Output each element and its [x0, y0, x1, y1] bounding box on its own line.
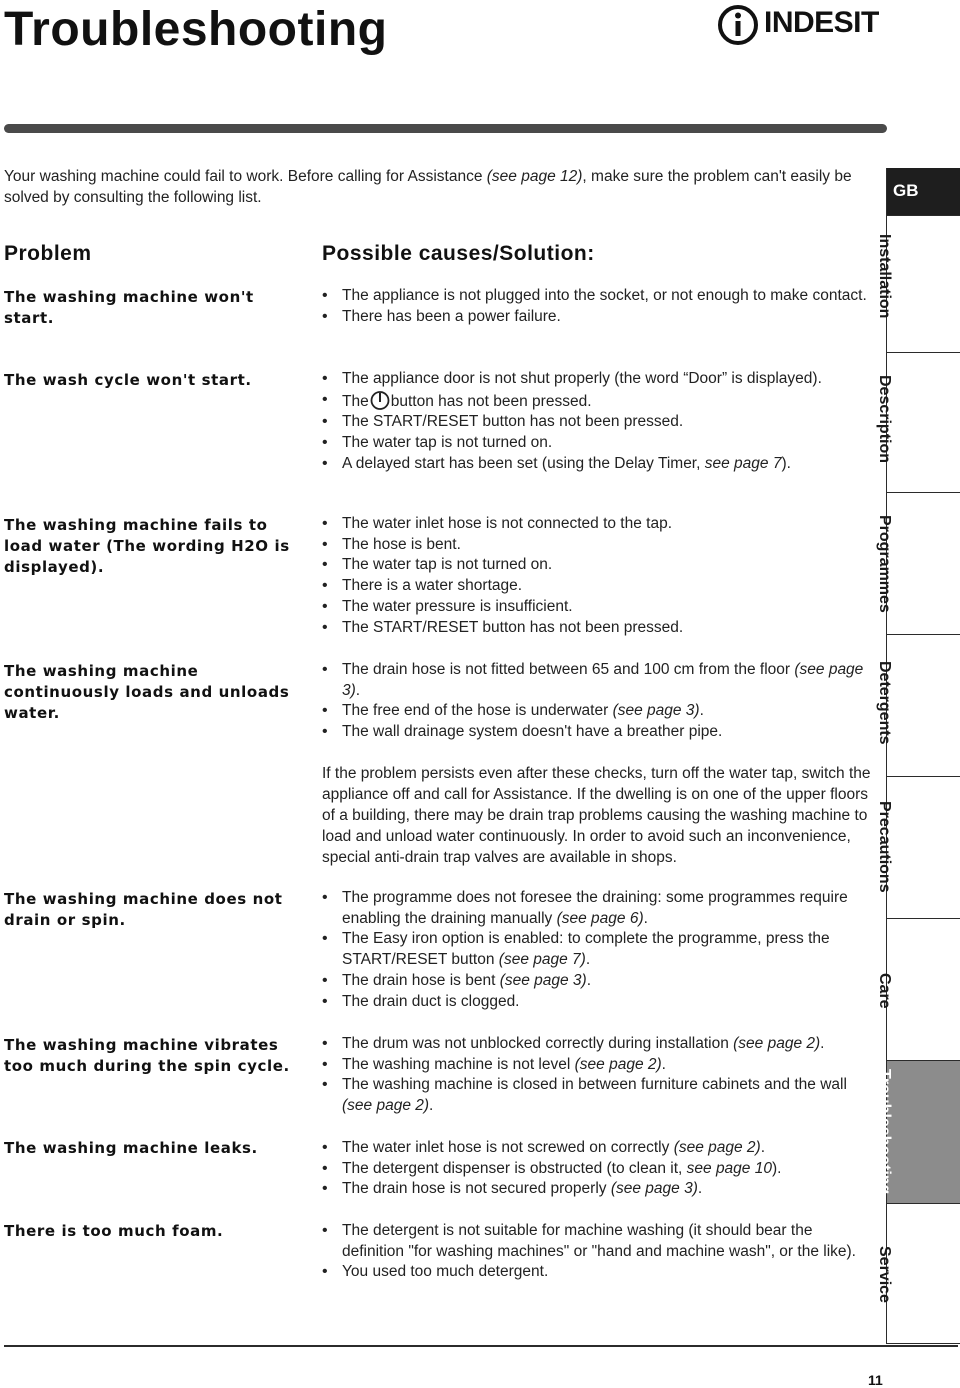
- cause-item: • The START/RESET button has not been pressed.: [322, 412, 872, 433]
- intro-part-1: Your washing machine could fail to work. Before calling for Assistance: [4, 168, 487, 185]
- problem-label: The washing machine does not drain or spin.: [4, 890, 283, 929]
- problem-label: The wash cycle won't start.: [4, 371, 252, 389]
- cause-item: • The button has not been pressed.: [322, 390, 872, 413]
- cause-item: • The detergent is not suitable for machine washing (it should bear the definition "for washing machines" or "hand and machine wash", or the like).: [322, 1221, 872, 1262]
- assistance-note: If the problem persists even after these checks, turn off the water tap, switch the appliance off and call for Assistance. If the dwelling is on one of the upper floors of a building, there may be drain trap problems causing the washing machine to load and unload water continuously. In order to avoid such an inconvenience, special anti-drain trap valves are available in shops.: [322, 765, 871, 866]
- causes-list: [322, 1138, 872, 1200]
- cause-item: • The water tap is not turned on.: [322, 433, 872, 454]
- region-tab-gb: GB: [886, 168, 960, 216]
- cause-item: • The wall drainage system doesn't have a breather pipe.: [322, 722, 872, 743]
- problem-label: The washing machine fails to load water (The wording H2O is displayed).: [4, 516, 290, 576]
- side-tab-nav: [876, 168, 960, 1344]
- problem-label: There is too much foam.: [4, 1222, 224, 1240]
- cause-item: • The water inlet hose is not connected to the tap.: [322, 514, 872, 535]
- cause-item: • The Easy iron option is enabled: to complete the programme, press the START/RESET button (see page 7).: [322, 929, 872, 970]
- cause-item: • The drain hose is bent (see page 3).: [322, 971, 872, 992]
- problem-label: The washing machine won't start.: [4, 288, 254, 327]
- problem-column-heading: Problem: [4, 242, 92, 265]
- cause-item: • The appliance door is not shut properly (the word “Door” is displayed).: [322, 369, 872, 390]
- indesit-logo-icon: [717, 4, 759, 46]
- causes-list: [322, 660, 872, 743]
- tab-precautions[interactable]: Precautions: [886, 777, 960, 919]
- cause-item: • The hose is bent.: [322, 535, 872, 556]
- cause-item: • The free end of the hose is underwater (see page 3).: [322, 701, 872, 722]
- cause-item: • The water inlet hose is not screwed on correctly (see page 2).: [322, 1138, 872, 1159]
- intro-part-2: , make sure the problem can't easily be solved by consulting the following list.: [4, 168, 852, 206]
- intro-text: [4, 166, 864, 208]
- problem-label: The washing machine leaks.: [4, 1139, 258, 1157]
- cause-item: • You used too much detergent.: [322, 1262, 872, 1283]
- cause-item: • The drain hose is not secured properly (see page 3).: [322, 1179, 872, 1200]
- cause-item: • The washing machine is closed in between furniture cabinets and the wall (see page 2).: [322, 1075, 872, 1116]
- footer-divider: [4, 1345, 958, 1347]
- causes-list: [322, 286, 872, 327]
- causes-list: [322, 1034, 872, 1117]
- cause-item: • The detergent dispenser is obstructed (to clean it, see page 10).: [322, 1159, 872, 1180]
- problem-label: The washing machine vibrates too much during the spin cycle.: [4, 1036, 290, 1075]
- tab-care[interactable]: Care: [886, 919, 960, 1061]
- page-title: Troubleshooting: [4, 3, 388, 56]
- cause-item: • The drain hose is not fitted between 65 and 100 cm from the floor (see page 3).: [322, 660, 872, 701]
- tab-installation[interactable]: Installation: [886, 216, 960, 353]
- cause-item: • The water tap is not turned on.: [322, 555, 872, 576]
- cause-item: • The drain duct is clogged.: [322, 992, 872, 1013]
- cause-item: • The washing machine is not level (see page 2).: [322, 1055, 872, 1076]
- cause-item: • The programme does not foresee the draining: some programmes require enabling the draining manually (see page 6).: [322, 888, 872, 929]
- causes-list: [322, 1221, 872, 1283]
- tab-troubleshooting[interactable]: Troubleshooting: [886, 1061, 960, 1204]
- brand-wordmark: INDESIT: [764, 6, 879, 39]
- tab-detergents[interactable]: Detergents: [886, 635, 960, 777]
- brand-logo: [717, 2, 892, 48]
- tab-description[interactable]: Description: [886, 353, 960, 493]
- cause-item: • A delayed start has been set (using the Delay Timer, see page 7).: [322, 454, 872, 475]
- cause-item: • There has been a power failure.: [322, 307, 872, 328]
- cause-item: • The appliance is not plugged into the socket, or not enough to make contact.: [322, 286, 872, 307]
- cause-item: • There is a water shortage.: [322, 576, 872, 597]
- causes-list: [322, 369, 872, 475]
- header-divider: [4, 124, 887, 133]
- page-number: 11: [868, 1372, 883, 1388]
- cause-item: • The START/RESET button has not been pressed.: [322, 618, 872, 639]
- tab-service[interactable]: Service: [886, 1204, 960, 1344]
- intro-page-reference: (see page 12): [486, 168, 583, 185]
- cause-item: • The drum was not unblocked correctly during installation (see page 2).: [322, 1034, 872, 1055]
- power-button-icon: [369, 390, 391, 410]
- causes-list: [322, 514, 872, 638]
- cause-item: • The water pressure is insufficient.: [322, 597, 872, 618]
- causes-column-heading: Possible causes/Solution:: [322, 242, 595, 265]
- problem-label: The washing machine continuously loads and unloads water.: [4, 662, 290, 722]
- tab-programmes[interactable]: Programmes: [886, 493, 960, 635]
- causes-list: [322, 888, 872, 1012]
